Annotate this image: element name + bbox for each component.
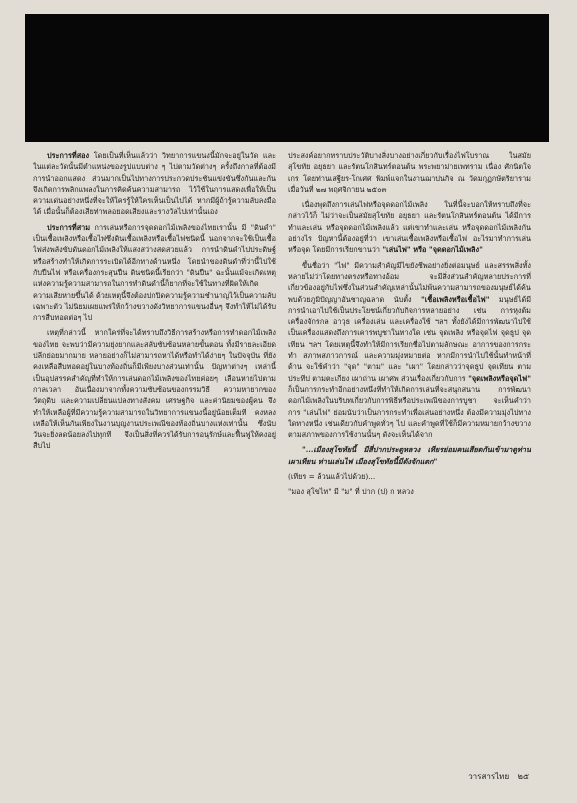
footnote-1: (เทียร = ล้วนแล้วไปด้วย)... — [288, 472, 376, 482]
magazine-name: วารสารไทย — [468, 772, 510, 781]
paragraph-2 — [33, 222, 276, 324]
right-paragraph-3-text-2: มนุษย์ได้มีการนำเอาไปใช้เป็นประโยชน์เกี่ยวกับกิจการหลายอย่าง เช่น การหุงต้ม เครื่องจักรกล อาวุธ เครื่องเล่น และเครื่องใช้ ฯลฯ ทั้งยังได้มีการพัฒนาไปใช้เป็นเครื่องแสดงถึงการเคารพบูชาในทางใด เช่น จุดเพลิง หรือจุดไฟ จุดธูป จุดเทียน ฯลฯ โดยเหตุนี้จึงทำให้มีการเรียกชื่อไปตามลักษณะ อาการของการกระทำ สภาพสภาวการณ์ และความมุ่งหมายต่อ หากมีการนำไปใช้นั้นทำหน้าที่ด้าน จะใช้คำว่า "จุด" "ตาม" และ "เผา" โดยกล่าวว่าจุดธูป จุดเทียน ตามประทีป ตามตะเกียง เผาถ่าน เผาศพ ส่วนเรื่องเกี่ยวกับการ — [288, 294, 531, 383]
right-paragraph-3-text: ขึ้นชื่อว่า "ไฟ" มีความสำคัญมีไขยังชีพอย่างยิ่งต่อมนุษย์ และสรรพสิ่งทั้งหลายไม่ว่าโดยทางตรงหรือทางอ้อม จะมีสิ่งส่วนสำคัญหลายประการที่เกี่ยวข้องอยู่กับไฟซึ่งในส่วนสำคัญเหล่านั้นไม่พ้นความสามารถของมนุษย์ได้ค้นพบด้วยภูมิปัญญาอันชาญฉลาด นับตั้ง — [288, 260, 531, 304]
paragraph-3 — [33, 327, 276, 451]
paragraph-2-text: การเล่นหรือการจุดดอกไม้เพลิงของไทยเรานั้น มี "ดินดำ" เป็นเชื้อเพลิงหรือเชื้อไฟซึ่งดินเชื้อเพลิงหรือเชื้อไฟชนิดนี้ นอกจากจะใช้เป็นเชื้อไฟส่งพลังขับดันดอกไม้เพลิงให้แสงสว่างสดสวยแล้ว การนำดินดำไปประดิษฐ์หรือสร้างทำให้เกิดการระเบิดได้อีกทางด้านหนึ่ง โดยนำของดินดำที่ว่านี้ไปใช้กับปืนไฟ หรือเครื่องกระสุนปืน ดินชนิดนี้เรียกว่า "ดินปืน" ฉะนั้นแม้จะเกิดเหตุแห่งความรู้ความสามารถในการทำดินดำนี้ก็ยากที่จะใช้ในทางที่ผิดให้เกิดความเสียหายขึ้นได้ ด้วยเหตุนี้จึงต้องปกปิดความรู้ความชำนาญไว้เป็นความลับเฉพาะตัว ไม่นิยมเผยแพร่ให้กว้างขวางดังวิทยาการแขนงอื่นๆ จึงทำให้ไม่ได้รับการสืบทอดต่อๆ ไป — [33, 222, 276, 323]
footnote-2: "มอง สุโขไท" มี "ม" ที่ ปาก (ป) ก หลวง — [288, 487, 414, 497]
inscription-quote: "...เมืองสุโขทัยนี้ มีสี่ปากประตูหลวง เทียรย่อมคนเสียดกันเข้ามาดูท่านเผาเทียน ท่านเล่นไฟ เมืองสุโขทัยนี้มีดังจักแตก" — [288, 445, 531, 466]
paragraph-1 — [33, 150, 276, 218]
right-paragraph-3-highlight-2: "จุดเพลิงหรือจุดไฟ" — [468, 373, 531, 383]
page-number: ๒๕ — [517, 772, 529, 781]
left-column — [33, 150, 276, 760]
right-paragraph-3-text-3: ก็เป็นการกระทำอีกอย่างหนึ่งที่ทำให้เกิดการเล่นที่จะสนุกสนาน การพัฒนาดอกไม้เพลิงในบริบทเกี่ยวกับการพิธีหรือประเพณีของการบูชา จะเห็นคำว่า การ "เล่นไฟ" ย่อมนับว่าเป็นการกระทำเพื่อเล่นอย่างหนึ่ง ต้องมีความมุ่งไปทางใดทางหนึ่ง เช่นเดียวกับคำพูดทั่วๆ ไป และคำพูดที่ใช้ก็มีความหมายกว้างขวางตามสภาพของการใช้งานนั้นๆ ดังจะเห็นได้จาก — [288, 384, 531, 440]
right-paragraph-1-text: ประสงค์อยากทราบประวัติบางสิ่งบางอย่างเกี่ยวกับเรื่องไฟโบราณ ในสมัยสุโขทัย อยุธยา และรัตนโกสินทร์ตอนต้น พระพยาม่ายเพทราม เนื่อง ศักนิตใจเกร โดยท่านเสฐียร-โกเศศ พิมพ์แจกในงานฌาปนกิจ ณ วัดมกุฏกษัตริยาราม เมื่อวันที่ ๒๗ พฤศจิกายน ๒๕๐๓ — [288, 151, 531, 194]
paragraph-1-title: ประการที่สอง — [47, 151, 90, 160]
page-footer — [462, 770, 529, 783]
right-paragraph-1 — [288, 150, 531, 195]
paragraph-1-text: โดยเป็นที่เห็นแล้วว่า วิทยาการแขนงนี้มักจะอยู่ในวัด และในแต่ละวัดนั้นมีตำแหน่งของรูปแบบต่าง ๆ ไปตามวัดต่างๆ ครั้งถึงกาลที่ต้องมีการนำออกแสดง ส่วนมากเป็นไปทางการประกวดประชันแข่งขันซึ่งกันและกัน จึงเกิดการพลิกแพลงในการคิดค้นความสามารถ ไว้ใช้ในการแสดงเพื่อให้เป็นความเด่นอย่างหนึ่งที่จะให้ใครรู้ให้ใครเห็นเป็นไปได้ หากมีผู้ถ้ารู้ความลับลงมือได้ เมื่อนั้นก็ต้องเสียท่าพลอยอดเสียงและรางวัลไปเท่านั้นเอง — [33, 151, 276, 217]
right-column — [288, 150, 531, 760]
right-paragraph-2 — [288, 199, 531, 255]
paragraph-3-text: เหตุที่กล่าวนี้ หากใคร่ที่จะได้ทราบถึงวิธีการสร้างหรือการทำดอกไม้เพลิงของไทย จะพบว่ามีความยุ่งยากและสลับซับซ้อนหลายขั้นตอน ทั้งมีรายละเอียดปลีกย่อยมากมาย หลายอย่างก็ไม่สามารถหาได้หรือทำได้ง่ายๆ ในปัจจุบัน ที่ยังคงเหลือสืบทอดอยู่ในบางท้องถิ่นก็มีเพียงบางส่วนเท่านั้น ปัญหาต่างๆ เหล่านี้เป็นอุปสรรคสำคัญที่ทำให้การเล่นดอกไม้เพลิงของไทยค่อยๆ เลือนหายไปตามกาลเวลา อันเนื่องมาจากทั้งความซับซ้อนของกรรมวิธี ความหายากของวัตถุดิบ และความเปลี่ยนแปลงทางสังคม เศรษฐกิจ และค่านิยมของผู้คน จึงทำให้เหลือผู้ที่มีความรู้ความสามารถในวิทยาการแขนงนี้อยู่น้อยเต็มที คงหลงเหลือให้เห็นกันเพียงในงานบุญงานประเพณีของท้องถิ่นบางแห่งเท่านั้น ซึ่งนับวันจะยิ่งลดน้อยลงไปทุกที จึงเป็นสิ่งที่ควรได้รับการอนุรักษ์และฟื้นฟูให้คงอยู่สืบไป — [33, 328, 276, 451]
right-paragraph-3-highlight: "เชื้อเพลิงหรือเชื้อไฟ" — [420, 294, 490, 304]
paragraph-2-title: ประการที่สาม — [47, 222, 91, 232]
right-paragraph-2-text: เนื่องพุดถึงการเล่นไฟหรือจุดดอกไม้เพลิง ในที่นี้จะบอกให้ทราบถึงที่จะกล่าวไว้ก็ ไม่ว่าจะเป็นสมัยสุโขทัย อยุธยา และรัตนโกสินทร์ตอนต้น ได้มีการทำและเล่น หรือจุดดอกไม้เพลิงแล้ว แต่เขาทำและเล่น หรือจุดดอกไม้เพลิงกันอย่างไร ปัญหานี้ต้องอยู่ที่ว่า เขาเล่นเชื้อเพลิงหรือเชื้อไฟ อะไรมาทำการเล่นหรือจุด โดยมีการเรียกขานว่า — [288, 200, 531, 255]
right-paragraph-3 — [288, 260, 531, 441]
photo-block — [25, 14, 549, 142]
right-paragraph-2-highlight: "เล่นไฟ" หรือ "จุดดอกไม้เพลิง" — [382, 245, 483, 255]
